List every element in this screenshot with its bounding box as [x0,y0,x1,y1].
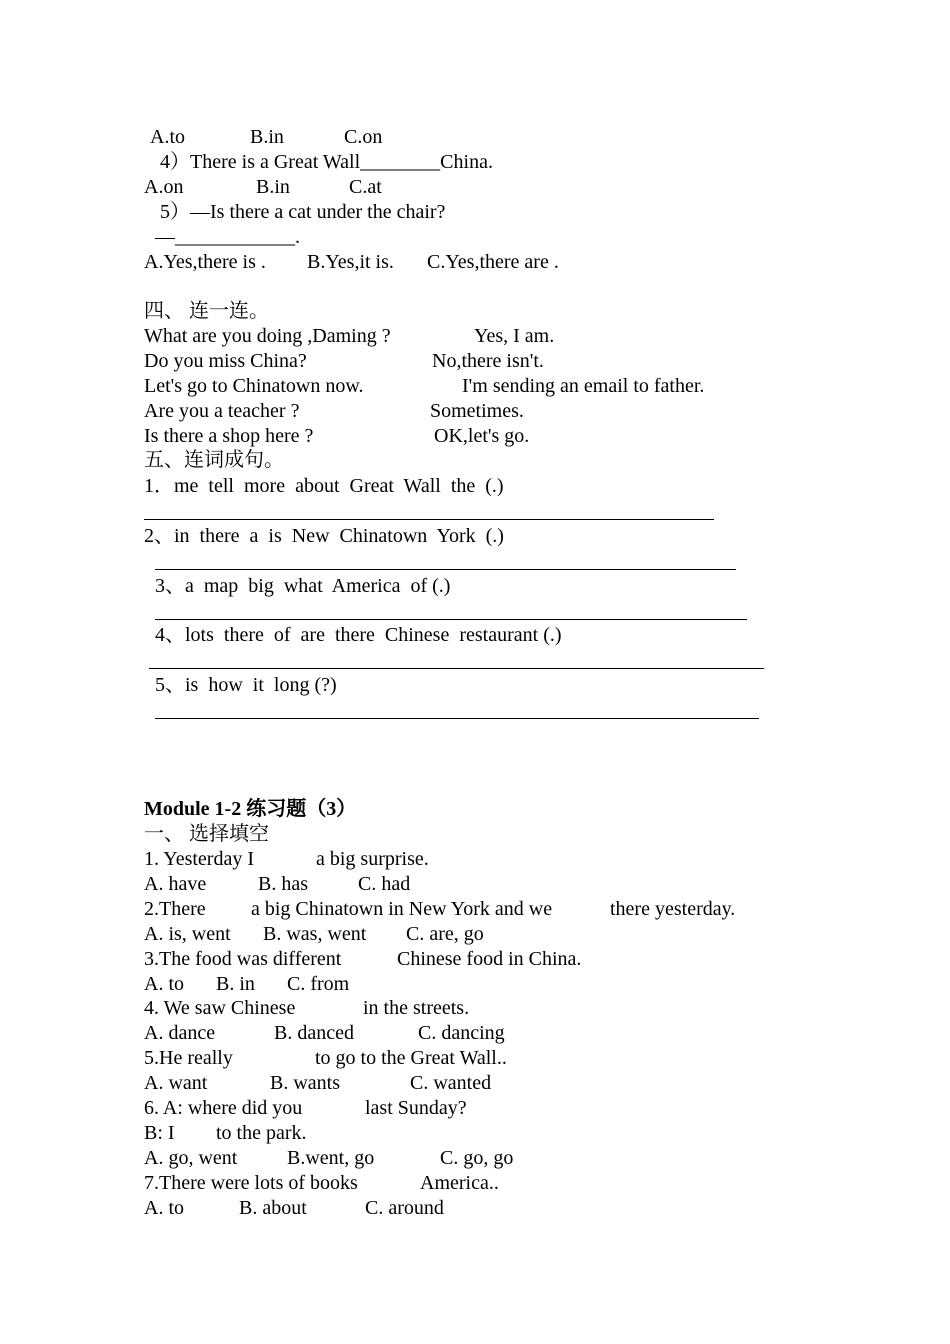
question-text: to go to the Great Wall.. [315,1047,507,1069]
word-list: a map big what America of (.) [185,575,451,597]
question-text: 4. We saw Chinese [144,997,296,1019]
question-text: China. [440,151,493,173]
option-a: A.to [150,126,185,148]
option-c: C. had [358,873,411,895]
question-text: —Is there a cat under the chair? [190,201,446,223]
item-number: 1． [144,475,174,497]
question-text: 3.The food was different [144,948,342,970]
option-c: C. around [365,1197,444,1219]
word-list: in there a is New Chinatown York (.) [174,525,504,547]
option-a: A.Yes,there is . [144,251,266,273]
option-a: A. want [144,1072,208,1094]
question-text: 7.There were lots of books [144,1172,358,1194]
match-right-item: Sometimes. [430,400,524,422]
match-left-item: Do you miss China? [144,350,307,372]
answer-line [155,718,759,719]
option-b: B. in [216,973,255,995]
ordering-item [155,623,562,647]
option-b: B. danced [274,1022,354,1044]
match-right-item: OK,let's go. [434,425,530,447]
match-left-item: What are you doing ,Daming ? [144,325,391,347]
option-b: B.Yes,it is. [307,251,394,273]
option-a: A. go, went [144,1147,238,1169]
question-text: B: I [144,1122,175,1144]
question-text: a big surprise. [316,848,429,870]
question-text: 6. A: where did you [144,1097,303,1119]
match-left-item: Is there a shop here ? [144,425,314,447]
question-text: 5.He really [144,1047,233,1069]
option-b: B. has [258,873,308,895]
question-text: there yesterday. [610,898,736,920]
ordering-item [155,673,337,697]
option-c: C. wanted [410,1072,492,1094]
option-c: C. are, go [406,923,484,945]
question-text: Chinese food in China. [397,948,582,970]
ordering-item [144,474,504,498]
question-number: 5） [160,201,190,223]
item-number: 3、 [155,575,185,597]
option-c: C. dancing [418,1022,505,1044]
ordering-item [155,574,450,598]
option-a: A. to [144,973,184,995]
option-b: B.in [256,176,290,198]
question-text: 1. Yesterday I [144,848,254,870]
option-c: C. from [287,973,350,995]
option-c: C.on [344,126,383,148]
answer-line [155,569,736,570]
match-right-item: Yes, I am. [474,325,555,347]
section-title: 五、连词成句。 [144,449,284,471]
match-left-item: Are you a teacher ? [144,400,300,422]
word-list: is how it long (?) [185,674,337,696]
question-text: to the park. [216,1122,307,1144]
question-text: 2.There [144,898,206,920]
option-a: A. dance [144,1022,216,1044]
word-list: me tell more about Great Wall the (.) [174,475,504,497]
item-number: 5、 [155,674,185,696]
option-a: A. have [144,873,207,895]
question-text: America.. [420,1172,499,1194]
answer-blank: ________ [360,151,441,173]
question-number: 4） [160,151,190,173]
item-number: 4、 [155,624,185,646]
answer-line [144,519,714,520]
option-b: B.in [250,126,284,148]
option-b: B. about [239,1197,307,1219]
answer-line [149,668,764,669]
option-c: C.at [349,176,382,198]
question-4 [160,150,493,174]
match-right-item: I'm sending an email to father. [462,375,705,397]
answer-line [155,619,747,620]
ordering-item [144,524,504,548]
option-a: A. is, went [144,923,231,945]
option-b: B. was, went [263,923,367,945]
option-a: A.on [144,176,184,198]
option-a: A. to [144,1197,184,1219]
option-b: B.went, go [287,1147,375,1169]
match-left-item: Let's go to Chinatown now. [144,375,364,397]
question-text: in the streets. [363,997,470,1019]
option-c: C. go, go [440,1147,514,1169]
section-title: 一、 选择填空 [144,823,269,845]
answer-blank: —____________. [155,226,300,248]
section-title: 四、 连一连。 [144,300,269,322]
match-right-item: No,there isn't. [432,350,544,372]
question-text: last Sunday? [365,1097,467,1119]
option-b: B. wants [270,1072,340,1094]
option-c: C.Yes,there are . [427,251,559,273]
item-number: 2、 [144,525,174,547]
question-text: There is a Great Wall [190,151,361,173]
question-5 [160,200,445,224]
module-title: Module 1-2 练习题（3） [144,798,357,820]
word-list: lots there of are there Chinese restaurant (.) [185,624,562,646]
question-text: a big Chinatown in New York and we [251,898,553,920]
